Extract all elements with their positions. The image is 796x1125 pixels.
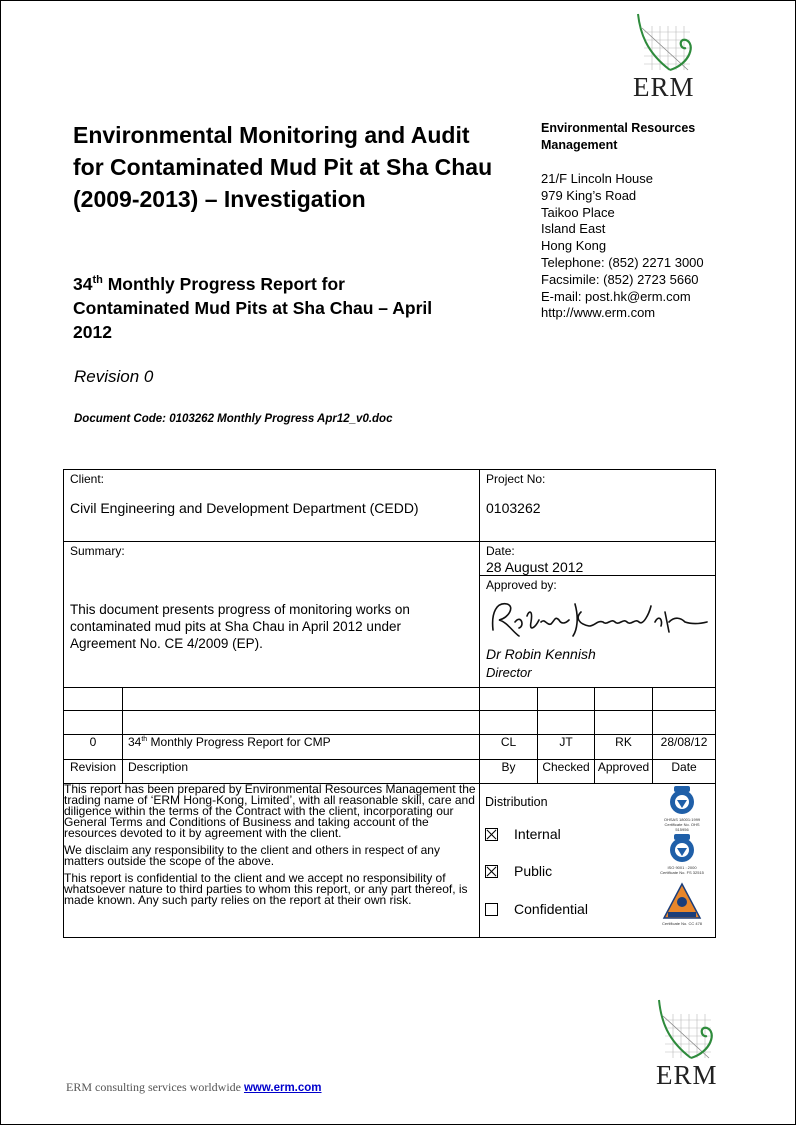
company-name: Environmental Resources Management — [541, 121, 696, 152]
summary-cell — [64, 542, 480, 688]
cert-caption: OHSAS 18001:1999 Certificate No. OHS 515956 — [663, 817, 701, 832]
confidential-label: Confidential — [514, 901, 588, 917]
subtitle-sup: th — [92, 274, 103, 286]
rev-desc-number: 34 — [128, 735, 142, 749]
rev-date: 28/08/12 — [653, 735, 716, 760]
checkbox-confidential[interactable] — [485, 903, 498, 916]
project-value: 0103262 — [486, 500, 541, 516]
telephone: Telephone: (852) 2271 3000 — [541, 254, 704, 270]
bsi-icon — [666, 834, 698, 864]
approval-cell — [480, 542, 716, 688]
footer — [66, 1080, 322, 1095]
summary-row — [64, 542, 716, 688]
address-line: Island East — [541, 221, 606, 237]
col-by: By — [480, 760, 538, 784]
rev-desc-sup: th — [141, 736, 148, 743]
distribution-internal[interactable] — [485, 826, 561, 842]
rev-description — [123, 735, 480, 760]
rev-number: 0 — [64, 735, 123, 760]
client-value: Civil Engineering and Development Department (CEDD) — [70, 500, 419, 516]
date-label: Date: — [486, 544, 515, 558]
website: http://www.erm.com — [541, 305, 656, 321]
erm-logo-graphic — [630, 12, 700, 74]
cert-caption: Certificate No. CC 478 — [662, 921, 703, 926]
report-title: Environmental Monitoring and Audit for Contaminated Mud Pit at Sha Chau (2009-2013) – Investigation — [73, 122, 493, 212]
company-address — [541, 171, 704, 322]
document-code: Document Code: 0103262 Monthly Progress Apr12_v0.doc — [74, 413, 393, 425]
facsimile: Facsimile: (852) 2723 5660 — [541, 271, 699, 287]
revision-entry-row — [64, 735, 716, 760]
report-subtitle — [73, 268, 453, 344]
approved-label: Approved by: — [486, 578, 557, 592]
bsi-iso-badge — [658, 834, 706, 875]
disclaimer-paragraph: This report has been prepared by Environmental Resources Management the trading name of ‘ERM Hong-Kong, Limited’, with all reasonable skill, care and diligence within the terms of the Contract with the client, incorporating our General Terms and Conditions of Business and taking account of the resources devoted to it by agreement with the client. — [64, 782, 476, 840]
revision-header-row — [64, 760, 716, 784]
checkbox-public[interactable] — [485, 865, 498, 878]
bsi-ohsas-badge — [658, 786, 706, 832]
empty-row — [64, 688, 716, 711]
rev-approved: RK — [595, 735, 653, 760]
disclaimer-paragraph: This report is confidential to the client and we accept no responsibility of whatsoever nature to third parties to whom this report, or any part thereof, is made known. Any such party relies on the report at their own risk. — [64, 871, 468, 907]
erm-logo-text: ERM — [656, 1060, 718, 1090]
date-value: 28 August 2012 — [486, 559, 584, 575]
address-line: 979 King’s Road — [541, 187, 637, 203]
date-box — [480, 542, 715, 576]
erm-logo-bottom — [651, 998, 721, 1093]
address-line: Hong Kong — [541, 238, 607, 254]
email: E-mail: post.hk@erm.com — [541, 288, 691, 304]
disclaimer-paragraph: We disclaim any responsibility to the client and others in respect of any matters outside the scope of the above. — [64, 843, 440, 868]
project-label: Project No: — [486, 472, 546, 486]
summary-text: This document presents progress of monitoring works on contaminated mud pits at Sha Chau in April 2012 under Agreement No. CE 4/2009 (EP). — [70, 602, 410, 651]
revision-label: Revision 0 — [74, 367, 154, 386]
project-cell — [480, 470, 716, 542]
col-approved: Approved — [595, 760, 653, 784]
client-row — [64, 470, 716, 542]
internal-label: Internal — [514, 826, 561, 842]
approver-name: Dr Robin Kennish — [486, 646, 596, 662]
footer-text: ERM consulting services worldwide — [66, 1080, 244, 1094]
subtitle-rest: Monthly Progress Report for Contaminated Mud Pits at Sha Chau – April 2012 — [73, 273, 433, 342]
rev-checked: JT — [538, 735, 595, 760]
col-description: Description — [123, 760, 480, 784]
address-line: 21/F Lincoln House — [541, 171, 654, 186]
summary-label: Summary: — [70, 544, 125, 558]
subtitle-number: 34 — [73, 273, 93, 294]
col-revision: Revision — [64, 760, 123, 784]
approver-title: Director — [486, 665, 532, 680]
rev-by: CL — [480, 735, 538, 760]
hkqaa-icon — [662, 882, 702, 920]
cert-caption: ISO 9001 : 2000 Certificate No. FS 32515 — [660, 865, 704, 875]
bsi-icon — [666, 786, 698, 816]
col-checked: Checked — [538, 760, 595, 784]
distribution-confidential[interactable] — [485, 901, 588, 917]
client-label: Client: — [70, 472, 105, 486]
empty-row — [64, 711, 716, 735]
hkqaa-badge — [658, 882, 706, 926]
erm-logo-top — [630, 12, 700, 102]
disclaimer-row — [64, 784, 716, 938]
col-date: Date — [653, 760, 716, 784]
distribution-label: Distribution — [485, 795, 548, 809]
footer-link[interactable]: www.erm.com — [243, 1082, 322, 1094]
public-label: Public — [514, 863, 553, 879]
client-cell — [64, 470, 480, 542]
address-line: Taikoo Place — [541, 204, 615, 220]
checkbox-internal[interactable] — [485, 828, 498, 841]
rev-desc-rest: Monthly Progress Report for CMP — [147, 735, 331, 749]
disclaimer-cell — [64, 784, 480, 938]
erm-logo-text: ERM — [633, 72, 695, 102]
distribution-cell — [480, 784, 716, 938]
document-info-table — [63, 469, 716, 938]
signature — [485, 592, 715, 642]
distribution-public[interactable] — [485, 863, 552, 879]
erm-logo-graphic — [651, 998, 721, 1062]
